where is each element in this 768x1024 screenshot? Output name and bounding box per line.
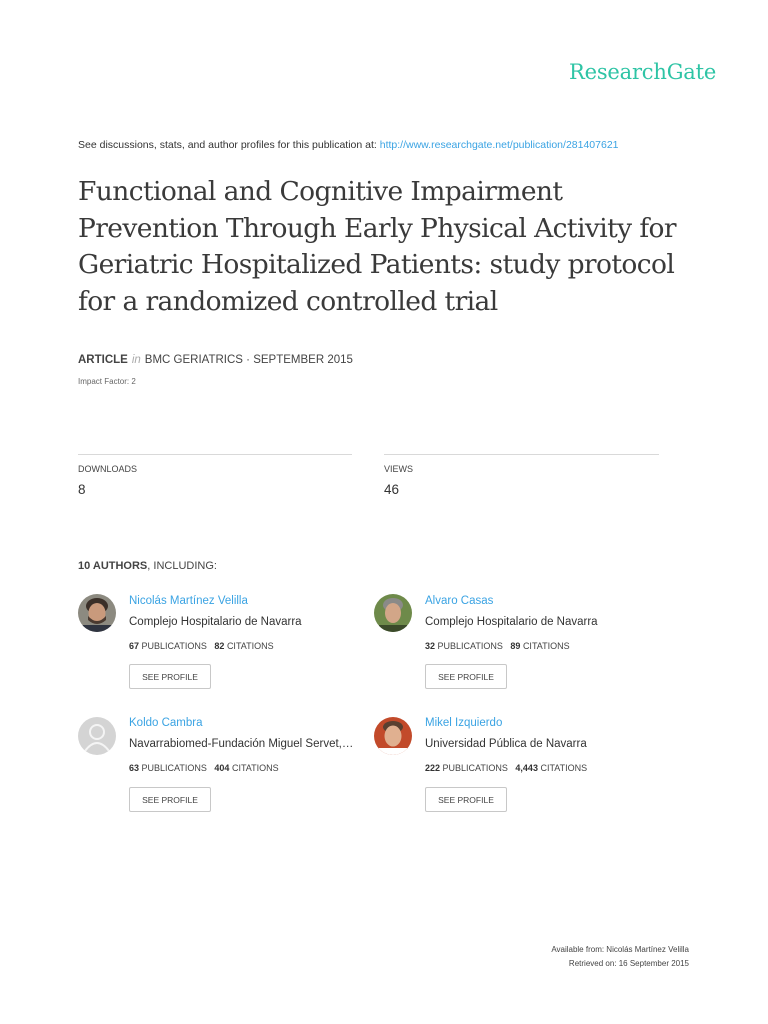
author-stats bbox=[129, 641, 274, 651]
author-name[interactable]: Alvaro Casas bbox=[425, 595, 494, 607]
publication-count: 67 bbox=[129, 641, 140, 651]
citation-count: 404 bbox=[214, 763, 230, 773]
person-photo-icon bbox=[78, 594, 116, 632]
publications-label: PUBLICATIONS bbox=[141, 641, 207, 651]
author-institution[interactable]: Complejo Hospitalario de Navarra bbox=[425, 616, 598, 628]
author-stats bbox=[129, 763, 279, 773]
person-photo-icon bbox=[374, 717, 412, 755]
citations-label: CITATIONS bbox=[540, 763, 588, 773]
author-avatar[interactable] bbox=[374, 594, 412, 632]
author-name[interactable]: Nicolás Martínez Velilla bbox=[129, 595, 248, 607]
available-from: Available from: Nicolás Martínez Velilla bbox=[551, 945, 689, 954]
author-institution[interactable]: Complejo Hospitalario de Navarra bbox=[129, 616, 302, 628]
publication-link[interactable]: http://www.researchgate.net/publication/281407621 bbox=[379, 139, 619, 151]
views-label: VIEWS bbox=[384, 464, 414, 474]
downloads-divider bbox=[78, 454, 352, 455]
citation-count: 89 bbox=[510, 641, 521, 651]
publications-label: PUBLICATIONS bbox=[141, 763, 207, 773]
authors-heading bbox=[78, 560, 217, 572]
author-name[interactable]: Koldo Cambra bbox=[129, 717, 203, 729]
author-institution[interactable]: Navarrabiomed-Fundación Miguel Servet,… bbox=[129, 738, 354, 750]
author-institution[interactable]: Universidad Pública de Navarra bbox=[425, 738, 587, 750]
publication-disclaimer bbox=[78, 139, 619, 151]
article-type: ARTICLE bbox=[78, 354, 128, 366]
article-meta bbox=[78, 354, 353, 366]
publication-count: 63 bbox=[129, 763, 140, 773]
see-profile-button[interactable]: SEE PROFILE bbox=[129, 787, 211, 812]
downloads-value: 8 bbox=[78, 482, 86, 497]
author-avatar[interactable] bbox=[374, 717, 412, 755]
disclaimer-text: See discussions, stats, and author profiles for this publication at: bbox=[78, 139, 380, 151]
views-divider bbox=[384, 454, 659, 455]
author-stats bbox=[425, 763, 587, 773]
see-profile-button[interactable]: SEE PROFILE bbox=[425, 787, 507, 812]
publication-count: 32 bbox=[425, 641, 436, 651]
author-stats bbox=[425, 641, 570, 651]
researchgate-logo[interactable]: ResearchGate bbox=[569, 60, 717, 84]
publications-label: PUBLICATIONS bbox=[442, 763, 508, 773]
publication-count: 222 bbox=[425, 763, 441, 773]
author-name[interactable]: Mikel Izquierdo bbox=[425, 717, 503, 729]
person-photo-icon bbox=[374, 594, 412, 632]
citation-count: 82 bbox=[214, 641, 225, 651]
author-avatar[interactable] bbox=[78, 717, 116, 755]
see-profile-button[interactable]: SEE PROFILE bbox=[425, 664, 507, 689]
views-value: 46 bbox=[384, 482, 400, 497]
citation-count: 4,443 bbox=[515, 763, 538, 773]
see-profile-button[interactable]: SEE PROFILE bbox=[129, 664, 211, 689]
authors-count: 10 AUTHORS bbox=[78, 560, 148, 572]
default-avatar-icon bbox=[78, 717, 116, 755]
citations-label: CITATIONS bbox=[231, 763, 279, 773]
in-word: in bbox=[131, 354, 141, 366]
journal-info[interactable]: BMC GERIATRICS · SEPTEMBER 2015 bbox=[144, 354, 353, 366]
publications-label: PUBLICATIONS bbox=[437, 641, 503, 651]
impact-factor: Impact Factor: 2 bbox=[78, 377, 136, 386]
authors-suffix: , INCLUDING: bbox=[147, 560, 217, 572]
downloads-label: DOWNLOADS bbox=[78, 464, 138, 474]
paper-title: Functional and Cognitive Impairment Prevention Through Early Physical Activity for Geriatric Hospitalized Patients: study protocol for a randomized controlled trial bbox=[78, 176, 676, 317]
citations-label: CITATIONS bbox=[226, 641, 274, 651]
citations-label: CITATIONS bbox=[522, 641, 570, 651]
retrieved-on: Retrieved on: 16 September 2015 bbox=[568, 959, 689, 968]
author-avatar[interactable] bbox=[78, 594, 116, 632]
